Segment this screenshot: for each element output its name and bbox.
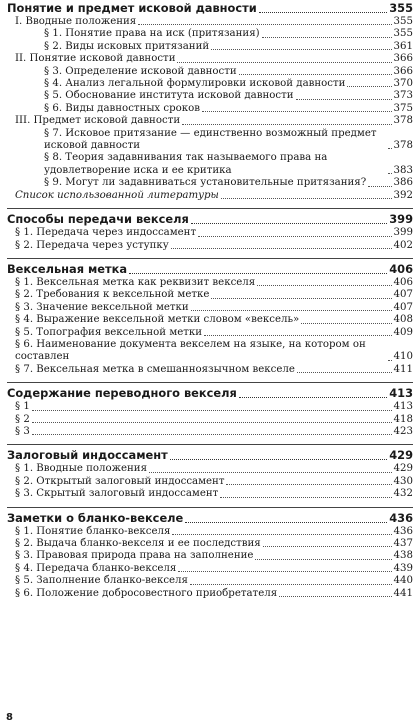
dot-leader	[388, 148, 392, 149]
toc-entry-title: § 2. Выдача бланко-векселя и ее последствия	[15, 538, 261, 549]
toc-entry[interactable]	[7, 90, 413, 102]
toc-entry-title: § 1. Вексельная метка как реквизит векселя	[15, 276, 256, 288]
toc-entry-title: Заметки о бланко-векселе	[7, 510, 184, 525]
toc-entry-title: § 1. Понятие права на иск (притязания)	[44, 28, 260, 40]
toc-entry-page: 429	[389, 448, 413, 463]
toc-entry-title: § 1. Вводные положения	[15, 463, 148, 475]
dot-leader	[388, 173, 392, 174]
dot-leader	[296, 99, 392, 100]
toc-entry[interactable]	[7, 41, 413, 53]
toc-entry-page: 407	[393, 301, 413, 313]
toc-entry-title: § 3. Правовая природа права на заполнение	[15, 550, 254, 562]
page-number: 8	[6, 712, 13, 723]
toc-entry-title: § 1. Передача через индоссамент	[15, 227, 197, 239]
toc-entry-title: § 5. Топография вексельной метки	[15, 326, 203, 338]
toc-entry-page: 373	[393, 90, 413, 102]
toc-entry[interactable]	[7, 240, 413, 252]
toc-entry[interactable]	[7, 364, 413, 376]
toc-entry-title: § 2. Виды исковых притязаний	[44, 40, 210, 52]
toc-entry-page: 375	[393, 102, 413, 114]
toc-entry-page: 406	[393, 276, 413, 288]
toc-entry-page: 361	[393, 40, 413, 52]
toc-entry-page: 378	[393, 115, 413, 127]
toc-entry[interactable]	[7, 476, 413, 488]
toc-entry[interactable]	[7, 314, 413, 326]
toc-entry-page: 423	[393, 425, 413, 437]
dot-leader	[204, 335, 391, 336]
toc-entry-page: 432	[393, 488, 413, 500]
dot-leader	[259, 12, 388, 13]
toc-entry[interactable]	[7, 152, 413, 177]
dot-leader	[178, 571, 391, 572]
toc-entry-page: 406	[389, 261, 413, 276]
toc-entry-page: 441	[393, 587, 413, 599]
dot-leader	[301, 323, 391, 324]
toc-entry[interactable]	[7, 538, 413, 550]
toc-entry-page: 355	[393, 28, 413, 40]
toc-entry[interactable]	[7, 575, 413, 587]
dot-leader	[221, 198, 392, 199]
dot-leader	[257, 285, 391, 286]
dot-leader	[172, 534, 391, 535]
dot-leader	[202, 111, 392, 112]
dot-leader	[255, 559, 391, 560]
toc-entry-page: 408	[393, 314, 413, 326]
toc-entry-title: Список использованной литературы	[15, 189, 219, 201]
toc-chapter-entry[interactable]	[7, 1, 413, 16]
toc-entry-title: Способы передачи векселя	[7, 212, 189, 227]
toc-entry-title: § 2	[15, 413, 30, 425]
dot-leader	[185, 522, 387, 523]
dot-leader	[279, 596, 391, 597]
dot-leader	[138, 24, 391, 25]
toc-entry[interactable]	[7, 401, 413, 413]
toc-entry-title: § 3. Значение вексельной метки	[15, 301, 189, 313]
toc-entry-title: Залоговый индоссамент	[7, 448, 168, 463]
toc-chapter-entry[interactable]	[7, 382, 413, 401]
toc-chapter-entry[interactable]	[7, 507, 413, 526]
toc-entry-page: 366	[393, 53, 413, 65]
toc-entry[interactable]	[7, 53, 413, 65]
dot-leader	[211, 298, 391, 299]
toc-entry-page: 439	[393, 562, 413, 574]
toc-entry-page: 366	[393, 65, 413, 77]
toc-entry-page: 413	[393, 401, 413, 413]
toc-entry-page: 355	[393, 16, 413, 27]
toc-entry[interactable]	[7, 463, 413, 475]
toc-entry[interactable]	[7, 115, 413, 127]
toc-entry-page: 392	[393, 189, 413, 201]
toc-chapter-entry[interactable]	[7, 444, 413, 463]
dot-leader	[171, 248, 392, 249]
toc-entry-title: § 6. Положение добросовестного приобретателя	[15, 587, 278, 599]
toc-entry-title: § 6. Наименование документа векселем на языке, на котором он составлен	[15, 338, 366, 363]
toc-entry-page: 399	[393, 227, 413, 239]
toc-entry-page: 386	[393, 177, 413, 189]
toc-entry-title: § 4. Выражение вексельной метки словом «вексель»	[15, 314, 300, 326]
toc-entry[interactable]	[7, 488, 413, 500]
toc-chapter-entry[interactable]	[7, 208, 413, 227]
dot-leader	[239, 74, 392, 75]
toc-entry[interactable]	[7, 414, 413, 426]
toc-entry-title: § 5. Обоснование института исковой давности	[44, 90, 294, 102]
dot-leader	[32, 422, 392, 423]
toc-entry-page: 407	[393, 289, 413, 301]
toc-entry-title: Понятие и предмет исковой давности	[7, 1, 257, 15]
toc-entry-title: § 4. Передача бланко-векселя	[15, 562, 177, 574]
toc-entry-title: § 2. Передача через уступку	[15, 239, 169, 251]
toc-entry-title: I. Вводные положения	[15, 16, 137, 27]
dot-leader	[211, 49, 391, 50]
toc-entry-page: 437	[393, 538, 413, 549]
toc-entry[interactable]	[7, 16, 413, 28]
toc-entry-title: Содержание переводного векселя	[7, 386, 237, 401]
toc-entry-title: § 7. Вексельная метка в смешанноязычном векселе	[15, 363, 295, 375]
toc-entry[interactable]	[7, 277, 413, 289]
toc-entry[interactable]	[7, 78, 413, 90]
toc-entry-title: § 3. Скрытый залоговый индоссамент	[15, 488, 219, 500]
dot-leader	[347, 86, 391, 87]
dot-leader	[226, 484, 391, 485]
toc-entry-page: 411	[393, 363, 413, 375]
toc-entry-title: III. Предмет исковой давности	[15, 115, 181, 127]
dot-leader	[177, 62, 391, 63]
toc-entry-page: 418	[393, 413, 413, 425]
table-of-contents	[7, 0, 413, 600]
toc-entry[interactable]	[7, 289, 413, 301]
toc-entry-title: II. Понятие исковой давности	[15, 53, 176, 65]
toc-entry[interactable]	[7, 327, 413, 339]
toc-entry-page: 413	[389, 386, 413, 401]
dot-leader	[32, 410, 392, 411]
toc-entry-title: § 5. Заполнение бланко-векселя	[15, 575, 188, 587]
toc-entry-title: § 3	[15, 425, 30, 437]
toc-entry[interactable]	[7, 426, 413, 438]
toc-entry-title: § 9. Могут ли задавниваться установительные притязания?	[44, 177, 367, 189]
toc-entry[interactable]	[7, 526, 413, 538]
toc-entry-page: 378	[393, 140, 413, 152]
dot-leader	[32, 434, 392, 435]
toc-entry-page: 429	[393, 463, 413, 475]
toc-entry-title: § 2. Открытый залоговый индоссамент	[15, 475, 225, 487]
toc-entry[interactable]	[7, 339, 413, 364]
dot-leader	[262, 37, 392, 38]
toc-entry-title: § 1. Понятие бланко-векселя	[15, 525, 171, 537]
toc-entry-page: 355	[389, 1, 413, 15]
toc-chapter-entry[interactable]	[7, 258, 413, 277]
toc-entry[interactable]	[7, 550, 413, 562]
toc-entry[interactable]	[7, 177, 413, 189]
toc-entry[interactable]	[7, 103, 413, 115]
toc-entry-title: § 8. Теория задавнивания так называемого права на удовлетворение иска и ее критика	[44, 152, 328, 176]
dot-leader	[220, 497, 391, 498]
dot-leader	[190, 584, 392, 585]
toc-entry[interactable]	[7, 227, 413, 239]
toc-entry[interactable]	[7, 128, 413, 153]
dot-leader	[149, 472, 392, 473]
dot-leader	[170, 459, 387, 460]
dot-leader	[182, 124, 391, 125]
dot-leader	[263, 546, 392, 547]
dot-leader	[129, 273, 387, 274]
toc-entry-title: Вексельная метка	[7, 261, 128, 276]
toc-entry[interactable]	[7, 28, 413, 40]
toc-entry-title: § 2. Требования к вексельной метке	[15, 289, 210, 301]
toc-entry-title: § 7. Исковое притязание — единственно возможный предмет исковой давности	[44, 127, 377, 152]
toc-entry[interactable]	[7, 190, 413, 202]
toc-entry-page: 436	[389, 510, 413, 525]
dot-leader	[388, 360, 392, 361]
toc-entry-page: 438	[393, 550, 413, 562]
toc-entry-title: § 1	[15, 401, 30, 413]
dot-leader	[198, 236, 391, 237]
toc-entry-title: § 4. Анализ легальной формулировки исковой давности	[44, 78, 346, 90]
toc-entry-page: 399	[389, 212, 413, 227]
toc-entry[interactable]	[7, 302, 413, 314]
toc-entry[interactable]	[7, 588, 413, 600]
toc-entry-page: 430	[393, 475, 413, 487]
toc-entry[interactable]	[7, 66, 413, 78]
toc-entry[interactable]	[7, 563, 413, 575]
dot-leader	[368, 186, 391, 187]
dot-leader	[297, 372, 392, 373]
dot-leader	[191, 310, 392, 311]
toc-entry-page: 402	[393, 239, 413, 251]
toc-entry-page: 440	[393, 575, 413, 587]
toc-entry-title: § 6. Виды давностных сроков	[44, 102, 201, 114]
dot-leader	[239, 397, 387, 398]
dot-leader	[191, 223, 387, 224]
toc-entry-page: 436	[393, 525, 413, 537]
toc-entry-page: 410	[393, 351, 413, 363]
toc-entry-page: 370	[393, 78, 413, 90]
toc-entry-page: 383	[393, 164, 413, 176]
toc-entry-page: 409	[393, 326, 413, 338]
toc-entry-title: § 3. Определение исковой давности	[44, 65, 237, 77]
